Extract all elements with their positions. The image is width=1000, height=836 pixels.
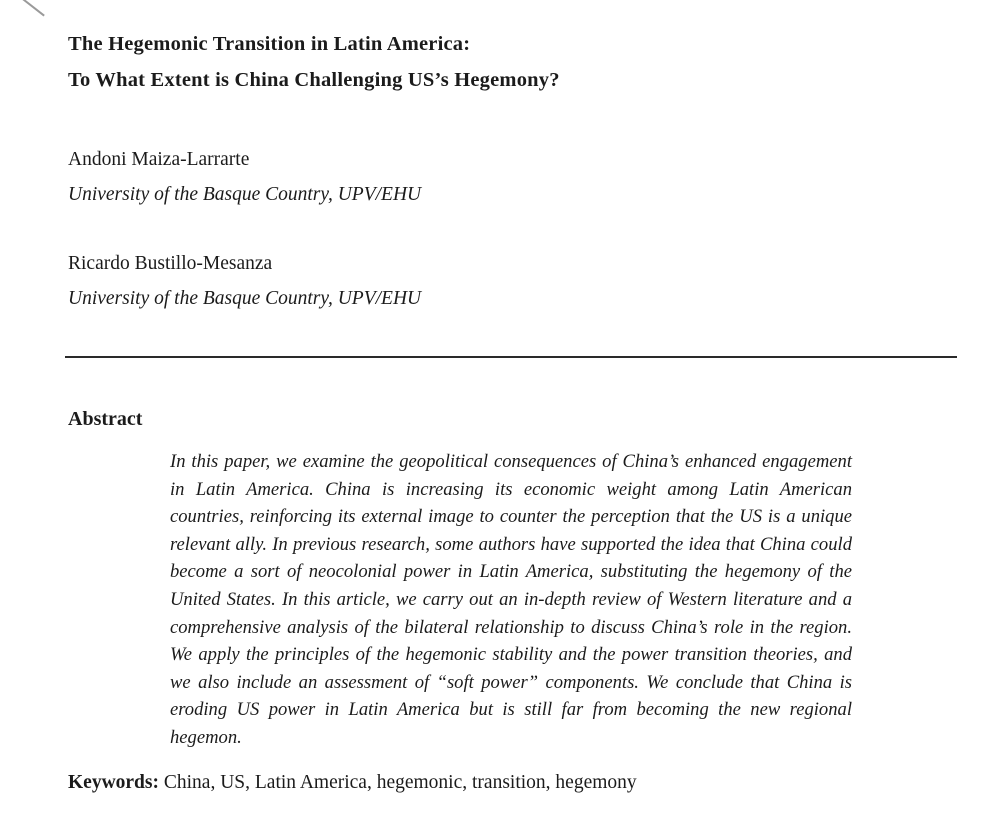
paper-title [68,26,955,98]
paper-title-line1: The Hegemonic Transition in Latin America: [68,33,471,55]
author-block [68,142,955,212]
keywords-text: China, US, Latin America, hegemonic, transition, hegemony [159,771,637,793]
author-affiliation: University of the Basque Country, UPV/EHU [68,184,422,205]
paper-title-line2: To What Extent is China Challenging US’s Hegemony? [68,69,560,91]
author-affiliation: University of the Basque Country, UPV/EHU [68,288,422,309]
authors-section [68,142,955,316]
section-divider [65,356,957,358]
abstract-text: In this paper, we examine the geopolitical consequences of China’s enhanced engagement in Latin America. China is increasing its economic weight among Latin American countries, reinforcing its external image to counter the perception that the US is a unique relevant ally. In previous research, some authors have supported the idea that China could become a sort of neocolonial power in Latin America, substituting the hegemony of the United States. In this article, we carry out an in-depth review of Western literature and a comprehensive analysis of the bilateral relationship to discuss China’s role in the region. We apply the principles of the hegemonic stability and the power transition theories, and we also include an assessment of “soft power” components. We conclude that China is eroding US power in Latin America but is still far from becoming the new regional hegemon. [170,451,852,748]
abstract-heading: Abstract [68,408,143,430]
keywords-line [68,768,955,798]
keywords-label: Keywords: [68,771,159,793]
author-block [68,246,955,316]
author-name: Ricardo Bustillo-Mesanza [68,253,273,274]
scan-artifact-line [17,0,45,17]
author-name: Andoni Maiza-Larrarte [68,149,250,170]
